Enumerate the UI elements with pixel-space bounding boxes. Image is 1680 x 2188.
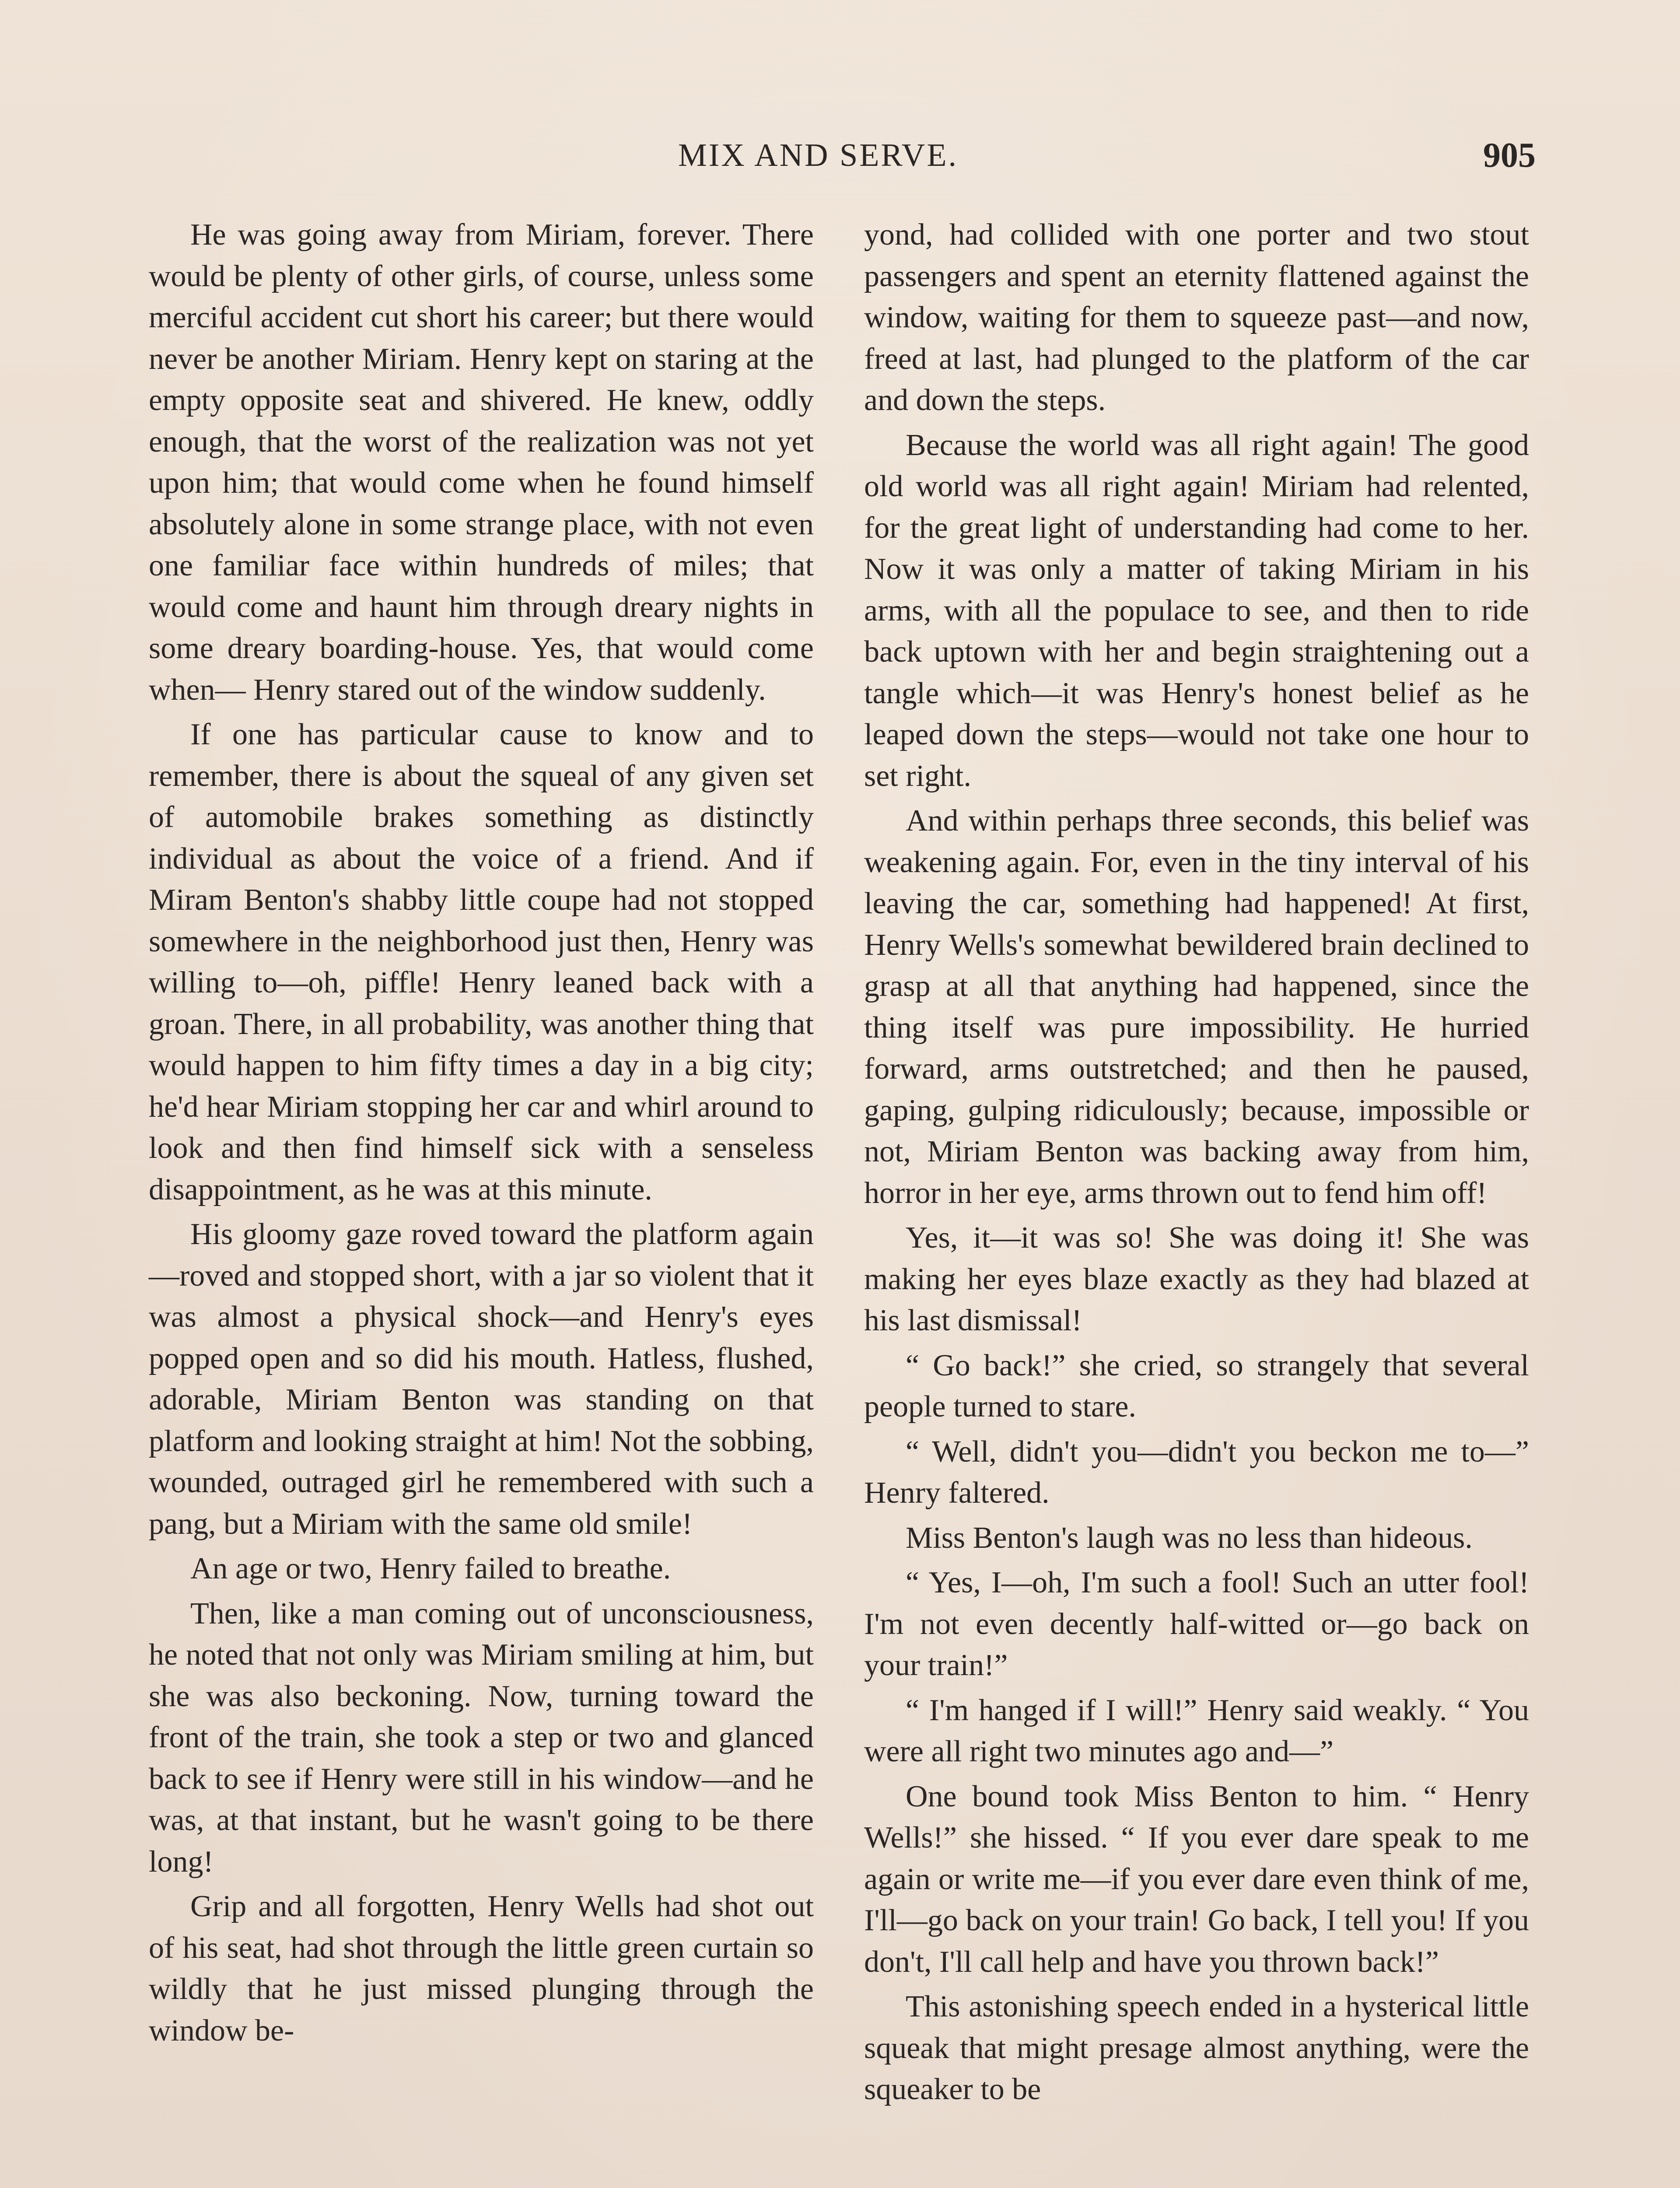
paragraph: This astonishing speech ended in a hysterical little squeak that might presage almost anything, were the squeaker to be <box>864 1990 1529 2106</box>
paragraph-continuation: yond, had collided with one porter and two stout passengers and spent an eternity flattened against the window, waiting for them to squeeze past—and now, freed at last, had plunged to the platform of the car and down the steps. <box>864 218 1529 417</box>
paragraph: “ I'm hanged if I will!” Henry said weakly. “ You were all right two minutes ago and—” <box>864 1693 1529 1768</box>
paragraph: Because the world was all right again! The good old world was all right again! Miriam had relented, for the great light of understanding had come to her. Now it was only a matter of taking Miriam in his arms, with all the populace to see, and then to ride back uptown with her and begin straightening out a tangle which—it was Henry's honest belief as he leaped down the steps—would not take one hour to set right. <box>864 428 1529 793</box>
running-title: MIX AND SERVE. <box>678 137 959 173</box>
paragraph: Then, like a man coming out of unconsciousness, he noted that not only was Miriam smiling at him, but she was also beckoning. Now, turning toward the front of the train, she took a step or two and glanced back to see if Henry were still in his window—and he was, at that instant, but he wasn't going to be there long! <box>149 1596 814 1879</box>
paragraph: An age or two, Henry failed to breathe. <box>190 1552 671 1585</box>
paragraph: “ Well, didn't you—didn't you beckon me to—” Henry faltered. <box>864 1434 1529 1510</box>
paragraph: “ Go back!” she cried, so strangely that several people turned to stare. <box>864 1348 1529 1424</box>
paragraph: “ Yes, I—oh, I'm such a fool! Such an utter fool! I'm not even decently half-witted or—go back on your train!” <box>864 1566 1529 1682</box>
paragraph: And within perhaps three seconds, this belief was weakening again. For, even in the tiny interval of his leaving the car, something had happened! At first, Henry Wells's somewhat bewildered brain declined to grasp at all that anything had happened, since the thing itself was pure impossibility. He hurried forward, arms outstretched; and then he paused, gaping, gulping ridiculously; because, impossible or not, Miriam Benton was backing away from him, horror in her eye, arms thrown out to fend him off! <box>864 804 1529 1210</box>
paragraph: Grip and all forgotten, Henry Wells had shot out of his seat, had shot through the little green curtain so wildly that he just missed plunging through the window be- <box>149 1890 814 2048</box>
page-number: 905 <box>1483 136 1536 175</box>
paragraph: One bound took Miss Benton to him. “ Henry Wells!” she hissed. “ If you ever dare speak to me again or write me—if you ever dare even think of me, I'll—go back on your train! Go back, I tell you! If you don't, I'll call help and have you thrown back!” <box>864 1779 1529 1979</box>
paragraph: Yes, it—it was so! She was doing it! She was making her eyes blaze exactly as they had blazed at his last dismissal! <box>864 1221 1529 1337</box>
right-column <box>864 214 1529 2114</box>
paragraph: Miss Benton's laugh was no less than hideous. <box>906 1521 1473 1555</box>
paragraph: His gloomy gaze roved toward the platform again—roved and stopped short, with a jar so violent that it was almost a physical shock—and Henry's eyes popped open and so did his mouth. Hatless, flushed, adorable, Miriam Benton was standing on that platform and looking straight at him! Not the sobbing, wounded, outraged girl he remembered with such a pang, but a Miriam with the same old smile! <box>149 1217 814 1541</box>
paragraph: If one has particular cause to know and to remember, there is about the squeal of any given set of automobile brakes something as distinctly individual as about the voice of a friend. And if Miram Benton's shabby little coupe had not stopped somewhere in the neighborhood just then, Henry was willing to—oh, piffle! Henry leaned back with a groan. There, in all probability, was another thing that would happen to him fifty times a day in a big city; he'd hear Miriam stopping her car and whirl around to look and then find himself sick with a senseless disappointment, as he was at this minute. <box>149 718 814 1206</box>
paragraph: He was going away from Miriam, forever. There would be plenty of other girls, of course, unless some merciful accident cut short his career; but there would never be another Miriam. Henry kept on staring at the empty opposite seat and shivered. He knew, oddly enough, that the worst of the realization was not yet upon him; that would come when he found himself absolutely alone in some strange place, with not even one familiar face within hundreds of miles; that would come and haunt him through dreary nights in some dreary boarding-house. Yes, that would come when— Henry stared out of the window suddenly. <box>149 218 814 707</box>
running-head <box>0 131 1680 179</box>
left-column <box>149 214 814 2055</box>
